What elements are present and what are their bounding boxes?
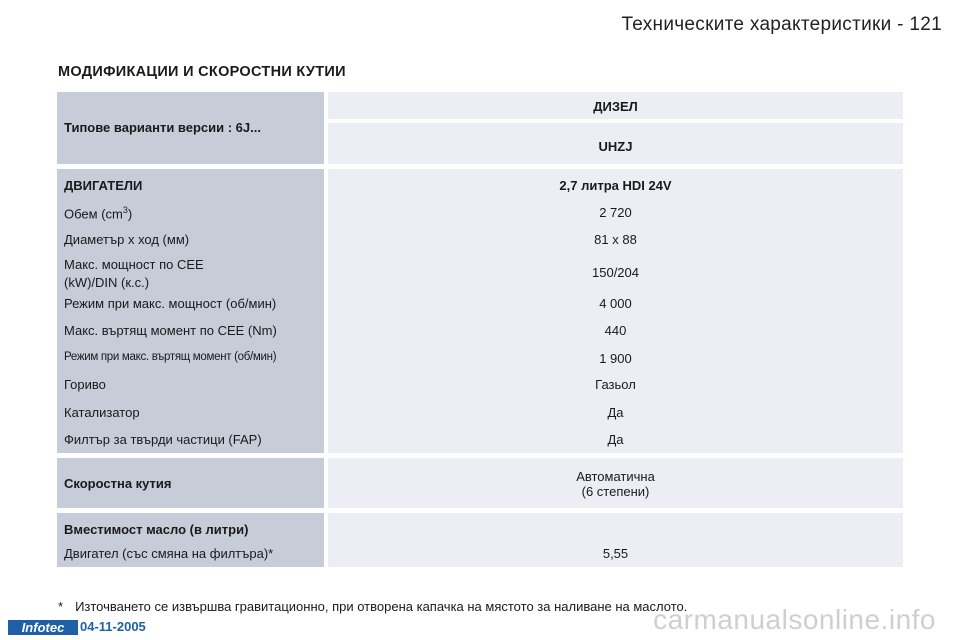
infotec-logo: Infotec: [8, 620, 78, 635]
header-title: Техническите характеристики: [621, 14, 892, 35]
power-label: Макс. мощност по CEE (kW)/DIN (к.с.): [64, 257, 204, 290]
power-value: 150/204: [592, 265, 639, 280]
gearbox-label: Скоростна кутия: [64, 476, 172, 491]
versions-band: [57, 92, 903, 164]
gearbox-value: Автоматична (6 степени): [576, 469, 655, 499]
footnote: [58, 599, 687, 614]
fuel-value: Газьол: [595, 377, 636, 392]
gearbox-band: [57, 458, 903, 508]
torque-value: 440: [604, 323, 627, 338]
power-rpm-label: Режим при макс. мощност (об/мин): [64, 296, 277, 311]
oil-engine-label: Двигател (със смяна на филтъра)*: [64, 546, 274, 561]
footer-date: 04-11-2005: [80, 619, 146, 634]
engine-band: [57, 169, 903, 453]
fap-value: Да: [607, 432, 624, 447]
oil-engine-value: 5,55: [602, 546, 629, 561]
engine-heading-value: 2,7 литра HDI 24V: [559, 178, 672, 193]
displacement-value: 2 720: [599, 205, 632, 220]
fuel-label: Гориво: [64, 377, 106, 392]
oil-band: [57, 513, 903, 567]
footnote-text: Източването се извършва гравитационно, при отворена капачка на мястото за наливане на маслото.: [75, 599, 688, 614]
watermark: carmanualsonline.info: [653, 604, 936, 635]
displacement-label: Обем $(cm^3)$: [64, 205, 133, 222]
bore-stroke-label: Диаметър х ход (мм): [64, 232, 190, 247]
page-header: [621, 14, 942, 36]
code-value: UHZJ: [598, 139, 633, 154]
header-separator: -: [897, 14, 904, 35]
torque-rpm-value: 1 900: [599, 351, 632, 366]
torque-label: Макс. въртящ момент по CEE (Nm): [64, 323, 277, 338]
power-rpm-value: 4 000: [599, 296, 632, 311]
bore-stroke-value: 81 х 88: [594, 232, 637, 247]
catalyst-label: Катализатор: [64, 405, 140, 420]
fap-label: Филтър за твърди частици (FAP): [64, 432, 262, 447]
torque-rpm-label: Режим при макс. въртящ момент (об/мин): [64, 351, 277, 363]
section-title: МОДИФИКАЦИИ И СКОРОСТНИ КУТИИ: [58, 64, 346, 80]
footnote-marker: *: [58, 599, 64, 614]
catalyst-value: Да: [607, 405, 624, 420]
oil-heading: Вместимост масло (в литри): [64, 522, 249, 537]
engine-heading: ДВИГАТЕЛИ: [64, 178, 143, 193]
versions-label: Типове варианти версии : 6J...: [64, 120, 261, 135]
versions-separator: [328, 119, 903, 123]
page-number: 121: [909, 14, 942, 35]
fuel-type-value: ДИЗЕЛ: [593, 99, 638, 114]
